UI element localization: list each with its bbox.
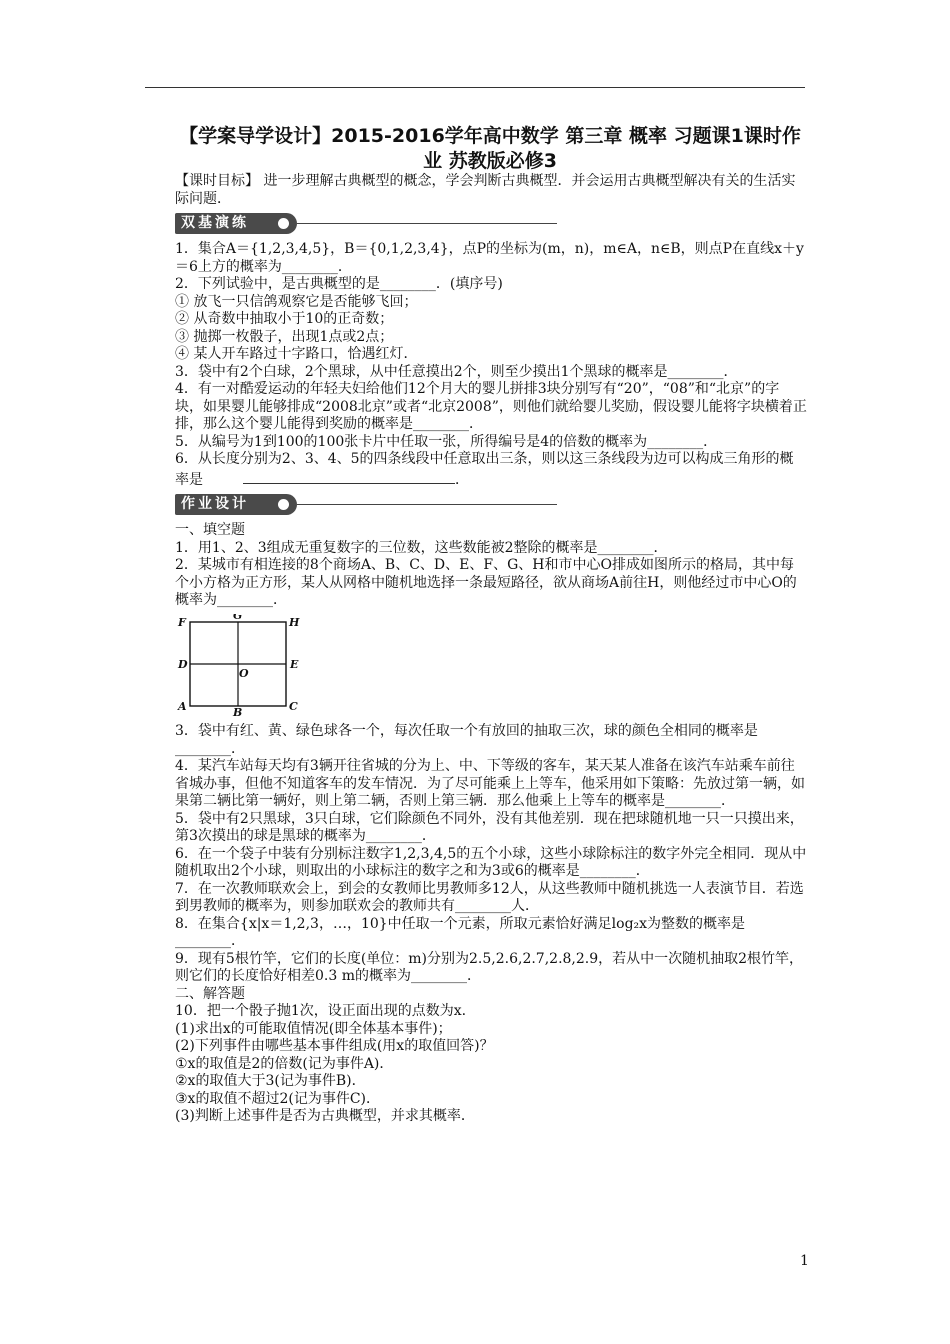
question-text: 9．现有5根竹竿，它们的长度(单位：m)分别为2.5,2.6,2.7,2.8,2.9，若从中一次随机抽取2根竹竿，则它们的长度恰好相差0.3 m的概率为________． bbox=[175, 950, 804, 984]
option-text: ② 从奇数中抽取小于10的正奇数； bbox=[175, 311, 394, 327]
question-text: (3)判断上述事件是否为古典概型，并求其概率． bbox=[175, 1108, 475, 1124]
question-text: 6．在一个袋子中装有分别标注数字1,2,3,4,5的五个小球，这些小球除标注的数字外完全相同．现从中随机取出2个小球，则取出的小球标注的数字之和为3或6的概率是________． bbox=[175, 845, 807, 879]
question-text: 2．下列试验中，是古典概型的是________．(填序号) bbox=[175, 276, 503, 292]
section-rule bbox=[297, 504, 557, 505]
question-text: 7．在一次教师联欢会上，到会的女教师比男教师多12人，从这些教师中随机挑选一人表演节目．若选到男教师的概率为，则参加联欢会的教师共有________人． bbox=[175, 880, 804, 914]
part-heading: 一、填空题 bbox=[175, 522, 245, 538]
label-D: D bbox=[178, 657, 188, 671]
label-O: O bbox=[239, 666, 249, 680]
section-label: 作业设计 bbox=[175, 494, 297, 515]
question-text: 3．袋中有红、黄、绿色球各一个，每次任取一个有放回的抽取三次，球的颜色全相同的概率是________． bbox=[175, 723, 758, 757]
question-text-6: 6．从长度分别为2、3、4、5的四条线段中任意取出三条，则以这三条线段为边可以构成三角形的概率是 bbox=[175, 451, 794, 488]
question-text: 5．从编号为1到100的100张卡片中任取一张，所得编号是4的倍数的概率为________． bbox=[175, 433, 718, 450]
question-text: 10．把一个骰子抛1次，设正面出现的点数为x. bbox=[175, 1003, 467, 1019]
document-title: 【学案导学设计】2015-2016学年高中数学 第三章 概率 习题课1课时作业 苏教版必修3 bbox=[179, 125, 801, 172]
question-text: 2．某城市有相连接的8个商场A、B、C、D、E、F、G、H和市中心O排成如图所示的格局，其中每个小方格为正方形，某人从网格中随机地选择一条最短路径，欲从商场A前往H，则他经过市中心O的概率为________． bbox=[175, 557, 797, 608]
grid-diagram bbox=[175, 614, 305, 716]
answer-blank bbox=[243, 469, 455, 484]
label-F: F bbox=[178, 615, 186, 629]
question-text: 6．从长度分别为2、3、4、5的四条线段中任意取出三条，则以这三条线段为边可以构成三角形的概率是 ． bbox=[175, 451, 794, 488]
label-A: A bbox=[178, 699, 187, 713]
question-text: 1．用1、2、3组成无重复数字的三位数，这些数能被2整除的概率是________． bbox=[175, 539, 668, 556]
option-text: ④ 某人开车路过十字路口，恰遇红灯． bbox=[175, 346, 418, 362]
question-text: 3．袋中有2个白球，2个黑球，从中任意摸出2个，则至少摸出1个黑球的概率是________． bbox=[175, 363, 738, 380]
question-text: ②x的取值大于3(记为事件B)． bbox=[175, 1073, 366, 1089]
section-rule bbox=[297, 223, 557, 224]
option-text: ① 放飞一只信鸽观察它是否能够飞回； bbox=[175, 293, 418, 310]
document-body bbox=[175, 173, 807, 1126]
section-header-basic-practice bbox=[175, 211, 807, 237]
question-text: (1)求出x的可能取值情况(即全体基本事件)； bbox=[175, 1020, 452, 1037]
page-number: 1 bbox=[800, 1253, 809, 1269]
question-text: 1．集合A＝{1,2,3,4,5}，B＝{0,1,2,3,4}，点P的坐标为(m，n)，m∈A，n∈B，则点P在直线x＋y＝6上方的概率为________． bbox=[175, 241, 804, 275]
mall-grid-figure bbox=[175, 614, 807, 722]
label-H: H bbox=[289, 615, 300, 629]
header-rule bbox=[145, 87, 805, 88]
label-C: C bbox=[289, 699, 298, 713]
part-heading: 二、解答题 bbox=[175, 985, 245, 1002]
section-header-homework bbox=[175, 492, 807, 518]
label-B: B bbox=[233, 705, 243, 716]
question-text: 4．有一对酷爱运动的年轻夫妇给他们12个月大的婴儿拼排3块分别写有“20”，“08”和“北京”的字块，如果婴儿能够排成“2008北京”或者“北京2008”，则他们就给婴儿奖励，假设婴儿能将字块横着正排，那么这个婴儿能得到奖励的概率是________． bbox=[175, 381, 807, 432]
question-text: (2)下列事件由哪些基本事件组成(用x的取值回答)？ bbox=[175, 1038, 494, 1054]
question-text: ③x的取值不超过2(记为事件C)． bbox=[175, 1090, 380, 1107]
lesson-objective: 【课时目标】 进一步理解古典概型的概念，学会判断古典概型．并会运用古典概型解决有关的生活实际问题． bbox=[175, 173, 796, 207]
bullet-dot-icon bbox=[278, 499, 289, 510]
section-label: 双基演练 bbox=[175, 213, 297, 234]
option-text: ③ 抛掷一枚骰子，出现1点或2点； bbox=[175, 328, 394, 345]
question-text: 5．袋中有2只黑球，3只白球，它们除颜色不同外，没有其他差别．现在把球随机地一只一只摸出来，第3次摸出的球是黑球的概率为________． bbox=[175, 810, 804, 844]
bullet-dot-icon bbox=[278, 218, 289, 229]
label-G: G bbox=[233, 613, 243, 622]
question-text: ①x的取值是2的倍数(记为事件A)． bbox=[175, 1055, 394, 1072]
question-text: 8．在集合{x|x＝1,2,3，…，10}中任取一个元素，所取元素恰好满足log₂x为整数的概率是________． bbox=[175, 915, 746, 949]
label-E: E bbox=[290, 657, 299, 671]
question-text: 4．某汽车站每天均有3辆开往省城的分为上、中、下等级的客车，某天某人准备在该汽车站乘车前往省城办事，但他不知道客车的发车情况．为了尽可能乘上上等车，他采用如下策略：先放过第一辆，如果第二辆比第一辆好，则上第二辆，否则上第三辆．那么他乘上上等车的概率是________． bbox=[175, 758, 805, 809]
